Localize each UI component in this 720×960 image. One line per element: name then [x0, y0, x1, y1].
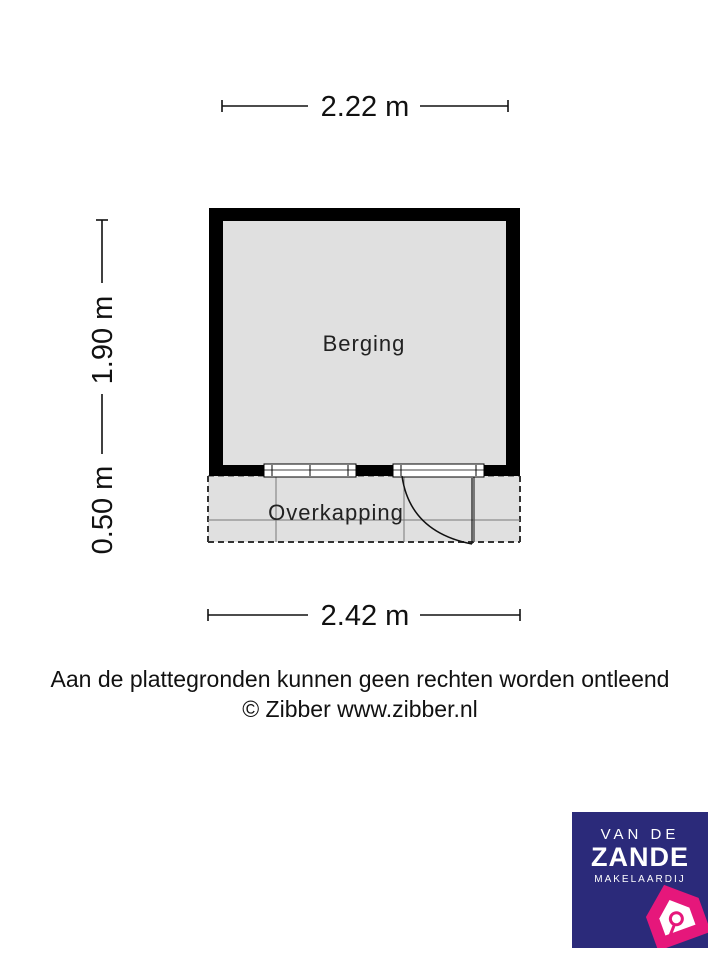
overhang-label: Overkapping	[268, 500, 404, 525]
overhang-height-label: 0.50 m	[87, 465, 119, 555]
top-dimension	[222, 91, 508, 123]
logo-line-van-de: VAN DE	[600, 826, 680, 843]
storage-label: Berging	[322, 331, 406, 356]
copyright-text: © Zibber www.zibber.nl	[242, 696, 478, 722]
house-search-icon	[572, 812, 708, 948]
logo-line-makelaardij: MAKELAARDIJ	[594, 874, 686, 885]
top-dimension-label: 2.22 m	[320, 91, 410, 123]
logo-line-zande: ZANDE	[591, 842, 689, 872]
company-logo	[572, 812, 708, 948]
disclaimer-text: Aan de plattegronden kunnen geen rechten worden ontleend	[50, 666, 670, 692]
room-height-label: 1.90 m	[87, 295, 119, 385]
bottom-dimension-label: 2.42 m	[320, 600, 410, 632]
bottom-dimension	[208, 600, 520, 632]
left-dimension	[87, 220, 119, 554]
